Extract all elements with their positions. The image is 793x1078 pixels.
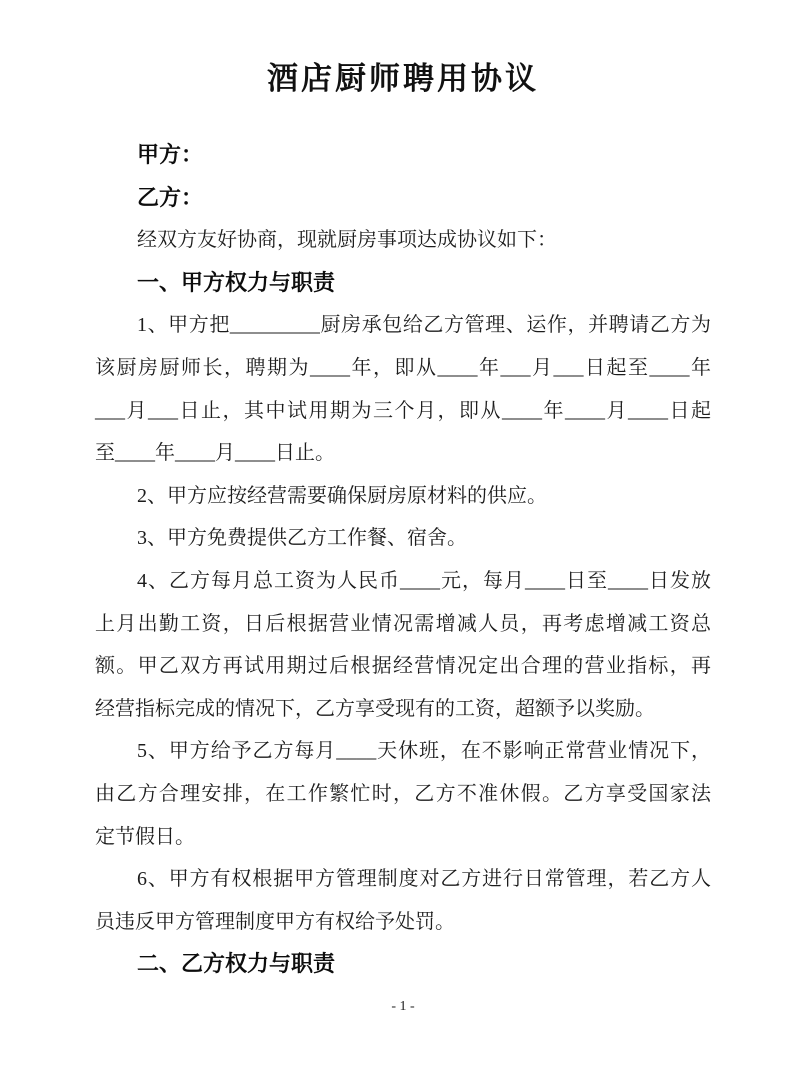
page-number: - 1 - <box>391 999 415 1014</box>
clause-6-line-1: 6、甲方有权根据甲方管理制度对乙方进行日常管理，若乙方人 <box>137 868 711 891</box>
clause-4-line-4: 经营指标完成的情况下，乙方享受现有的工资，超额予以奖励。 <box>95 697 655 720</box>
clause-5-line-2: 由乙方合理安排，在工作繁忙时，乙方不准休假。乙方享受国家法 <box>95 782 711 805</box>
clause-1-line-3: ___月___日止，其中试用期为三个月，即从____年____月____日起 <box>95 399 711 422</box>
clause-4-line-2: 上月出勤工资，日后根据营业情况需增减人员，再考虑增减工资总 <box>95 612 711 635</box>
clause-1-line-1: 1、甲方把_________厨房承包给乙方管理、运作，并聘请乙方为 <box>137 314 711 337</box>
clause-3-line-1: 3、甲方免费提供乙方工作餐、宿舍。 <box>137 527 467 550</box>
party-a-label: 甲方： <box>137 142 204 167</box>
section-2-heading: 二、乙方权力与职责 <box>137 951 336 977</box>
clause-5-line-3: 定节假日。 <box>95 825 195 848</box>
document-title: 酒店厨师聘用协议 <box>267 61 539 96</box>
clause-5-line-1: 5、甲方给予乙方每月____天休班，在不影响正常营业情况下， <box>137 740 711 763</box>
clause-6-line-2: 员违反甲方管理制度甲方有权给予处罚。 <box>95 910 455 933</box>
clause-1-line-2: 该厨房厨师长，聘期为____年，即从____年___月___日起至____年 <box>95 356 711 379</box>
preamble-text: 经双方友好协商，现就厨房事项达成协议如下： <box>137 229 557 252</box>
section-1-heading: 一、甲方权力与职责 <box>137 269 336 295</box>
clause-4-line-3: 额。甲乙双方再试用期过后根据经营情况定出合理的营业指标，再 <box>95 655 711 678</box>
party-b-label: 乙方： <box>137 184 204 210</box>
clause-4-line-1: 4、乙方每月总工资为人民币____元，每月____日至____日发放 <box>137 569 711 592</box>
clause-2-line-1: 2、甲方应按经营需要确保厨房原材料的供应。 <box>137 484 547 507</box>
clause-1-line-4: 至____年____月____日止。 <box>95 442 335 465</box>
document-body <box>95 134 711 986</box>
